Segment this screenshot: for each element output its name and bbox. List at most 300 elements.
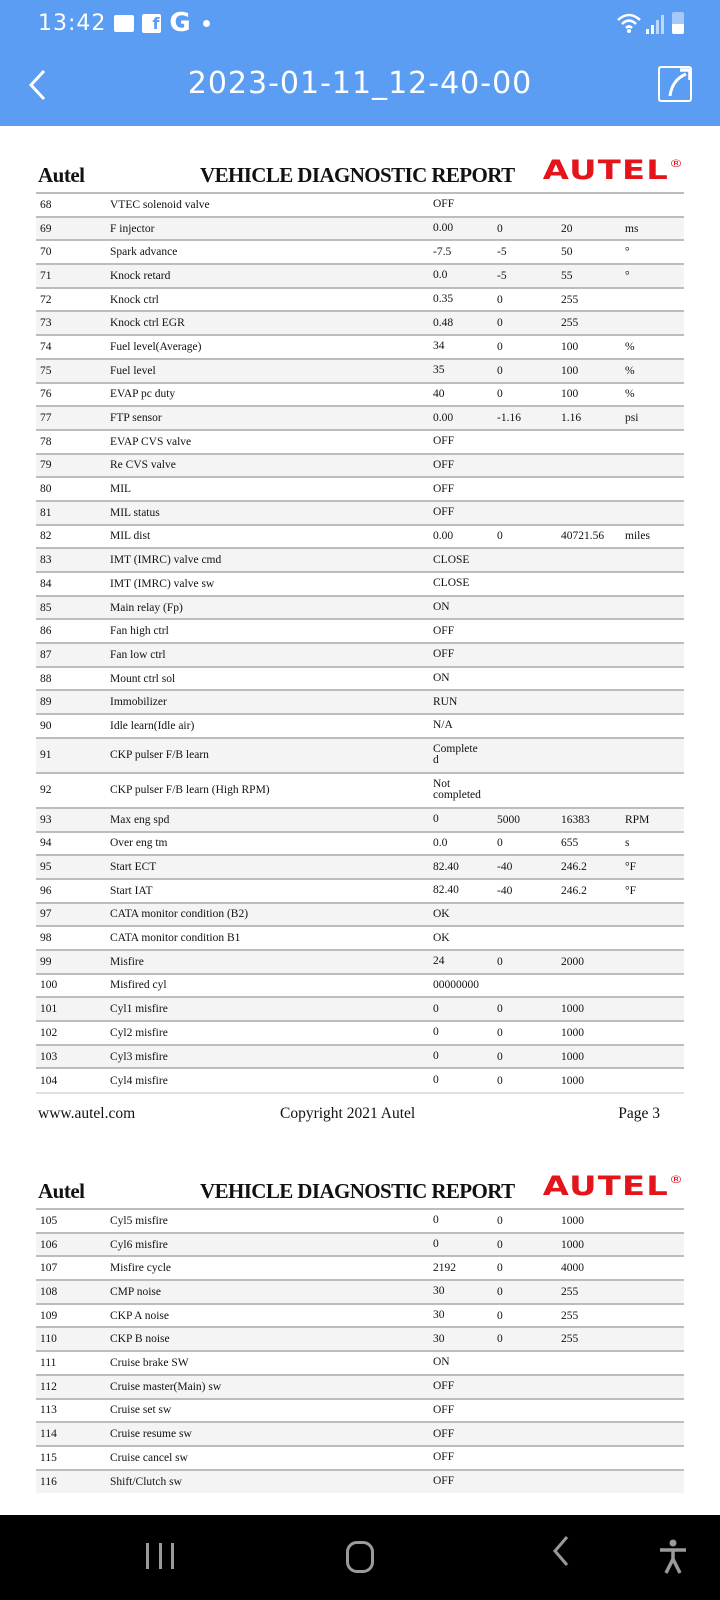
parameter-name: Over eng tm — [106, 832, 429, 856]
min-value: 0 — [493, 1304, 557, 1328]
google-icon: G — [169, 8, 191, 38]
row-number: 93 — [36, 808, 106, 832]
table-row — [36, 1470, 684, 1494]
row-number: 91 — [36, 738, 106, 773]
min-value: 0 — [493, 950, 557, 974]
parameter-value: 0.0 — [429, 264, 493, 288]
parameter-value: RUN — [429, 690, 493, 714]
parameter-name: CATA monitor condition B1 — [106, 926, 429, 950]
row-number: 88 — [36, 667, 106, 691]
max-value — [557, 974, 621, 998]
parameter-name: Re CVS valve — [106, 454, 429, 478]
parameter-name: Spark advance — [106, 240, 429, 264]
min-value — [493, 714, 557, 738]
facebook-icon: f — [142, 14, 161, 33]
row-number: 82 — [36, 525, 106, 549]
parameter-value: OK — [429, 903, 493, 927]
min-value — [493, 926, 557, 950]
unit: °F — [621, 855, 684, 879]
row-number: 102 — [36, 1021, 106, 1045]
max-value — [557, 667, 621, 691]
unit — [621, 643, 684, 667]
unit — [621, 193, 684, 217]
logo-text: AUTEL — [542, 155, 669, 186]
min-value: 0 — [493, 832, 557, 856]
table-row — [36, 406, 684, 430]
parameter-name: Misfire cycle — [106, 1256, 429, 1280]
row-number: 114 — [36, 1422, 106, 1446]
table-row — [36, 832, 684, 856]
parameter-value: 2192 — [429, 1256, 493, 1280]
signal-icon — [646, 12, 664, 34]
max-value: 255 — [557, 311, 621, 335]
row-number: 86 — [36, 619, 106, 643]
parameter-name: Cyl5 misfire — [106, 1209, 429, 1233]
parameter-value: OFF — [429, 193, 493, 217]
parameter-value: 30 — [429, 1280, 493, 1304]
table-row — [36, 1327, 684, 1351]
min-value: 0 — [493, 1256, 557, 1280]
document-title: 2023-01-11_12-40-00 — [187, 66, 533, 101]
parameter-name: Cruise master(Main) sw — [106, 1375, 429, 1399]
parameter-value: 0.48 — [429, 311, 493, 335]
parameter-value: 0 — [429, 1021, 493, 1045]
table-row — [36, 430, 684, 454]
report-title: VEHICLE DIAGNOSTIC REPORT — [200, 1179, 515, 1203]
parameter-value: 0 — [429, 808, 493, 832]
unit — [621, 773, 684, 808]
row-number: 101 — [36, 997, 106, 1021]
parameter-name: Immobilizer — [106, 690, 429, 714]
table-row — [36, 477, 684, 501]
parameter-value: 40 — [429, 383, 493, 407]
parameter-value: CLOSE — [429, 572, 493, 596]
row-number: 108 — [36, 1280, 106, 1304]
parameter-value: OFF — [429, 619, 493, 643]
parameter-name: Cruise cancel sw — [106, 1446, 429, 1470]
max-value — [557, 1375, 621, 1399]
unit — [621, 1399, 684, 1423]
share-button[interactable] — [658, 66, 692, 102]
min-value: 0 — [493, 335, 557, 359]
max-value — [557, 193, 621, 217]
max-value — [557, 926, 621, 950]
table-row — [36, 1256, 684, 1280]
parameter-name: CATA monitor condition (B2) — [106, 903, 429, 927]
parameter-value: 0.0 — [429, 832, 493, 856]
diagnostic-table — [36, 1208, 684, 1493]
parameter-name: Cyl4 misfire — [106, 1068, 429, 1092]
row-number: 97 — [36, 903, 106, 927]
parameter-name: Knock ctrl — [106, 288, 429, 312]
table-row — [36, 572, 684, 596]
min-value — [493, 1422, 557, 1446]
unit — [621, 1209, 684, 1233]
parameter-value: 0 — [429, 997, 493, 1021]
row-number: 106 — [36, 1233, 106, 1257]
min-value: 0 — [493, 997, 557, 1021]
parameter-name: Misfire — [106, 950, 429, 974]
parameter-value: OFF — [429, 430, 493, 454]
min-value: 0 — [493, 288, 557, 312]
min-value — [493, 477, 557, 501]
row-number: 110 — [36, 1327, 106, 1351]
min-value — [493, 454, 557, 478]
parameter-name: IMT (IMRC) valve sw — [106, 572, 429, 596]
table-row — [36, 808, 684, 832]
table-row — [36, 855, 684, 879]
min-value: 0 — [493, 1233, 557, 1257]
max-value: 255 — [557, 1304, 621, 1328]
max-value — [557, 596, 621, 620]
parameter-name: FTP sensor — [106, 406, 429, 430]
table-row — [36, 667, 684, 691]
parameter-value: 30 — [429, 1327, 493, 1351]
table-row — [36, 690, 684, 714]
row-number: 103 — [36, 1045, 106, 1069]
unit — [621, 1327, 684, 1351]
parameter-name: Start ECT — [106, 855, 429, 879]
min-value — [493, 903, 557, 927]
parameter-value: 30 — [429, 1304, 493, 1328]
unit — [621, 596, 684, 620]
parameter-name: Cyl6 misfire — [106, 1233, 429, 1257]
table-row — [36, 738, 684, 773]
row-number: 111 — [36, 1351, 106, 1375]
max-value: 1000 — [557, 1209, 621, 1233]
unit — [621, 288, 684, 312]
table-row — [36, 903, 684, 927]
row-number: 81 — [36, 501, 106, 525]
table-row — [36, 1375, 684, 1399]
parameter-name: CKP pulser F/B learn — [106, 738, 429, 773]
parameter-value: -7.5 — [429, 240, 493, 264]
unit — [621, 1375, 684, 1399]
parameter-value: 0 — [429, 1209, 493, 1233]
parameter-value: ON — [429, 667, 493, 691]
unit — [621, 548, 684, 572]
recent-apps-icon[interactable] — [146, 1543, 174, 1571]
table-row — [36, 950, 684, 974]
row-number: 107 — [36, 1256, 106, 1280]
parameter-name: Main relay (Fp) — [106, 596, 429, 620]
max-value — [557, 1446, 621, 1470]
max-value: 1.16 — [557, 406, 621, 430]
table-row — [36, 1280, 684, 1304]
gallery-icon — [114, 15, 134, 32]
footer-website: www.autel.com — [38, 1105, 136, 1123]
table-row — [36, 596, 684, 620]
min-value — [493, 1446, 557, 1470]
wifi-icon — [616, 12, 642, 34]
parameter-name: Knock ctrl EGR — [106, 311, 429, 335]
parameter-value: 0 — [429, 1045, 493, 1069]
max-value — [557, 643, 621, 667]
unit — [621, 1233, 684, 1257]
max-value: 655 — [557, 832, 621, 856]
unit — [621, 1280, 684, 1304]
max-value — [557, 548, 621, 572]
table-row — [36, 335, 684, 359]
diagnostic-table — [36, 192, 684, 1092]
max-value: 50 — [557, 240, 621, 264]
table-row — [36, 548, 684, 572]
parameter-value: 82.40 — [429, 879, 493, 903]
min-value: 0 — [493, 1327, 557, 1351]
table-row — [36, 879, 684, 903]
autel-logo — [543, 1171, 684, 1202]
unit — [621, 903, 684, 927]
parameter-name: MIL — [106, 477, 429, 501]
parameter-value: OFF — [429, 1470, 493, 1494]
row-number: 85 — [36, 596, 106, 620]
row-number: 73 — [36, 311, 106, 335]
parameter-name: Cyl1 misfire — [106, 997, 429, 1021]
max-value: 1000 — [557, 1045, 621, 1069]
min-value — [493, 501, 557, 525]
unit — [621, 926, 684, 950]
unit — [621, 454, 684, 478]
unit — [621, 1256, 684, 1280]
max-value: 1000 — [557, 997, 621, 1021]
max-value — [557, 773, 621, 808]
max-value — [557, 1470, 621, 1494]
status-icons — [616, 10, 684, 34]
min-value — [493, 572, 557, 596]
parameter-value: 35 — [429, 359, 493, 383]
table-row — [36, 997, 684, 1021]
parameter-value: OFF — [429, 1375, 493, 1399]
table-row — [36, 926, 684, 950]
parameter-name: Fan low ctrl — [106, 643, 429, 667]
table-row — [36, 454, 684, 478]
parameter-name: Cruise resume sw — [106, 1422, 429, 1446]
parameter-value: ON — [429, 1351, 493, 1375]
row-number: 92 — [36, 773, 106, 808]
row-number: 99 — [36, 950, 106, 974]
parameter-value: OFF — [429, 1446, 493, 1470]
unit — [621, 1446, 684, 1470]
max-value: 2000 — [557, 950, 621, 974]
parameter-name: Fuel level(Average) — [106, 335, 429, 359]
min-value — [493, 430, 557, 454]
unit: % — [621, 335, 684, 359]
row-number: 96 — [36, 879, 106, 903]
registered-mark: ® — [669, 157, 684, 170]
max-value: 1000 — [557, 1021, 621, 1045]
unit — [621, 997, 684, 1021]
unit — [621, 1045, 684, 1069]
unit — [621, 1422, 684, 1446]
share-icon — [656, 62, 696, 104]
row-number: 90 — [36, 714, 106, 738]
parameter-value: OFF — [429, 454, 493, 478]
max-value: 4000 — [557, 1256, 621, 1280]
registered-mark: ® — [669, 1173, 684, 1186]
max-value: 100 — [557, 335, 621, 359]
table-row — [36, 1446, 684, 1470]
parameter-name: Cruise brake SW — [106, 1351, 429, 1375]
parameter-name: IMT (IMRC) valve cmd — [106, 548, 429, 572]
min-value: 0 — [493, 217, 557, 241]
row-number: 70 — [36, 240, 106, 264]
max-value: 246.2 — [557, 879, 621, 903]
row-number: 109 — [36, 1304, 106, 1328]
min-value — [493, 974, 557, 998]
table-row — [36, 643, 684, 667]
min-value — [493, 1351, 557, 1375]
row-number: 100 — [36, 974, 106, 998]
unit — [621, 714, 684, 738]
unit — [621, 1021, 684, 1045]
unit — [621, 1068, 684, 1092]
min-value: 0 — [493, 525, 557, 549]
row-number: 75 — [36, 359, 106, 383]
parameter-name: Idle learn(Idle air) — [106, 714, 429, 738]
parameter-value: 00000000 — [429, 974, 493, 998]
parameter-name: EVAP pc duty — [106, 383, 429, 407]
parameter-value: 82.40 — [429, 855, 493, 879]
parameter-value: Complete d — [429, 738, 493, 773]
min-value — [493, 643, 557, 667]
parameter-value: CLOSE — [429, 548, 493, 572]
min-value: 0 — [493, 1280, 557, 1304]
status-bar — [38, 8, 210, 38]
app-bar — [0, 0, 720, 126]
parameter-value: 0.00 — [429, 217, 493, 241]
max-value: 255 — [557, 1280, 621, 1304]
table-row — [36, 217, 684, 241]
unit: RPM — [621, 808, 684, 832]
parameter-name: Fan high ctrl — [106, 619, 429, 643]
parameter-value: N/A — [429, 714, 493, 738]
report-page-4 — [36, 1171, 684, 1493]
min-value: -1.16 — [493, 406, 557, 430]
parameter-value: 0.00 — [429, 525, 493, 549]
parameter-name: MIL dist — [106, 525, 429, 549]
max-value — [557, 430, 621, 454]
parameter-value: 0.00 — [429, 406, 493, 430]
parameter-value: 0 — [429, 1233, 493, 1257]
parameter-value: ON — [429, 596, 493, 620]
row-number: 94 — [36, 832, 106, 856]
unit — [621, 430, 684, 454]
row-number: 87 — [36, 643, 106, 667]
report-header — [36, 155, 684, 192]
table-row — [36, 193, 684, 217]
unit — [621, 1470, 684, 1494]
row-number: 76 — [36, 383, 106, 407]
table-row — [36, 501, 684, 525]
unit: °F — [621, 879, 684, 903]
unit — [621, 1304, 684, 1328]
unit — [621, 311, 684, 335]
min-value — [493, 193, 557, 217]
table-row — [36, 1304, 684, 1328]
max-value — [557, 1422, 621, 1446]
parameter-value: OFF — [429, 643, 493, 667]
parameter-value: OFF — [429, 1399, 493, 1423]
status-time: 13:42 — [38, 10, 107, 36]
max-value: 100 — [557, 383, 621, 407]
row-number: 80 — [36, 477, 106, 501]
row-number: 104 — [36, 1068, 106, 1092]
parameter-name: F injector — [106, 217, 429, 241]
table-row — [36, 974, 684, 998]
min-value — [493, 690, 557, 714]
table-row — [36, 288, 684, 312]
row-number: 74 — [36, 335, 106, 359]
parameter-name: CKP pulser F/B learn (High RPM) — [106, 773, 429, 808]
parameter-value: 0.35 — [429, 288, 493, 312]
footer-copyright: Copyright 2021 Autel — [280, 1105, 416, 1123]
parameter-name: Shift/Clutch sw — [106, 1470, 429, 1494]
table-row — [36, 1021, 684, 1045]
parameter-name: Start IAT — [106, 879, 429, 903]
row-number: 84 — [36, 572, 106, 596]
row-number: 69 — [36, 217, 106, 241]
back-icon[interactable] — [550, 1533, 572, 1578]
row-number: 79 — [36, 454, 106, 478]
max-value: 255 — [557, 288, 621, 312]
table-row — [36, 1399, 684, 1423]
parameter-name: Cyl3 misfire — [106, 1045, 429, 1069]
report-page-3 — [36, 155, 684, 1136]
table-row — [36, 773, 684, 808]
parameter-name: CMP noise — [106, 1280, 429, 1304]
row-number: 77 — [36, 406, 106, 430]
table-row — [36, 1045, 684, 1069]
parameter-name: VTEC solenoid valve — [106, 193, 429, 217]
min-value: 0 — [493, 1045, 557, 1069]
table-row — [36, 383, 684, 407]
min-value — [493, 548, 557, 572]
parameter-name: Mount ctrl sol — [106, 667, 429, 691]
row-number: 71 — [36, 264, 106, 288]
parameter-value: OFF — [429, 501, 493, 525]
unit: ° — [621, 240, 684, 264]
min-value: 0 — [493, 1209, 557, 1233]
table-row — [36, 1209, 684, 1233]
max-value — [557, 454, 621, 478]
min-value: -40 — [493, 855, 557, 879]
home-icon[interactable] — [346, 1541, 374, 1573]
unit: s — [621, 832, 684, 856]
table-row — [36, 714, 684, 738]
unit — [621, 974, 684, 998]
max-value — [557, 1399, 621, 1423]
row-number: 98 — [36, 926, 106, 950]
parameter-name: EVAP CVS valve — [106, 430, 429, 454]
logo-text: AUTEL — [542, 1171, 669, 1202]
max-value: 40721.56 — [557, 525, 621, 549]
table-row — [36, 1068, 684, 1092]
parameter-name: MIL status — [106, 501, 429, 525]
max-value — [557, 714, 621, 738]
min-value: 0 — [493, 1021, 557, 1045]
min-value: -40 — [493, 879, 557, 903]
parameter-name: CKP A noise — [106, 1304, 429, 1328]
unit: miles — [621, 525, 684, 549]
parameter-value: 0 — [429, 1068, 493, 1092]
report-title: VEHICLE DIAGNOSTIC REPORT — [200, 163, 515, 187]
unit: psi — [621, 406, 684, 430]
parameter-name: Fuel level — [106, 359, 429, 383]
row-number: 95 — [36, 855, 106, 879]
min-value: 0 — [493, 311, 557, 335]
accessibility-icon[interactable] — [658, 1539, 688, 1575]
max-value: 100 — [557, 359, 621, 383]
